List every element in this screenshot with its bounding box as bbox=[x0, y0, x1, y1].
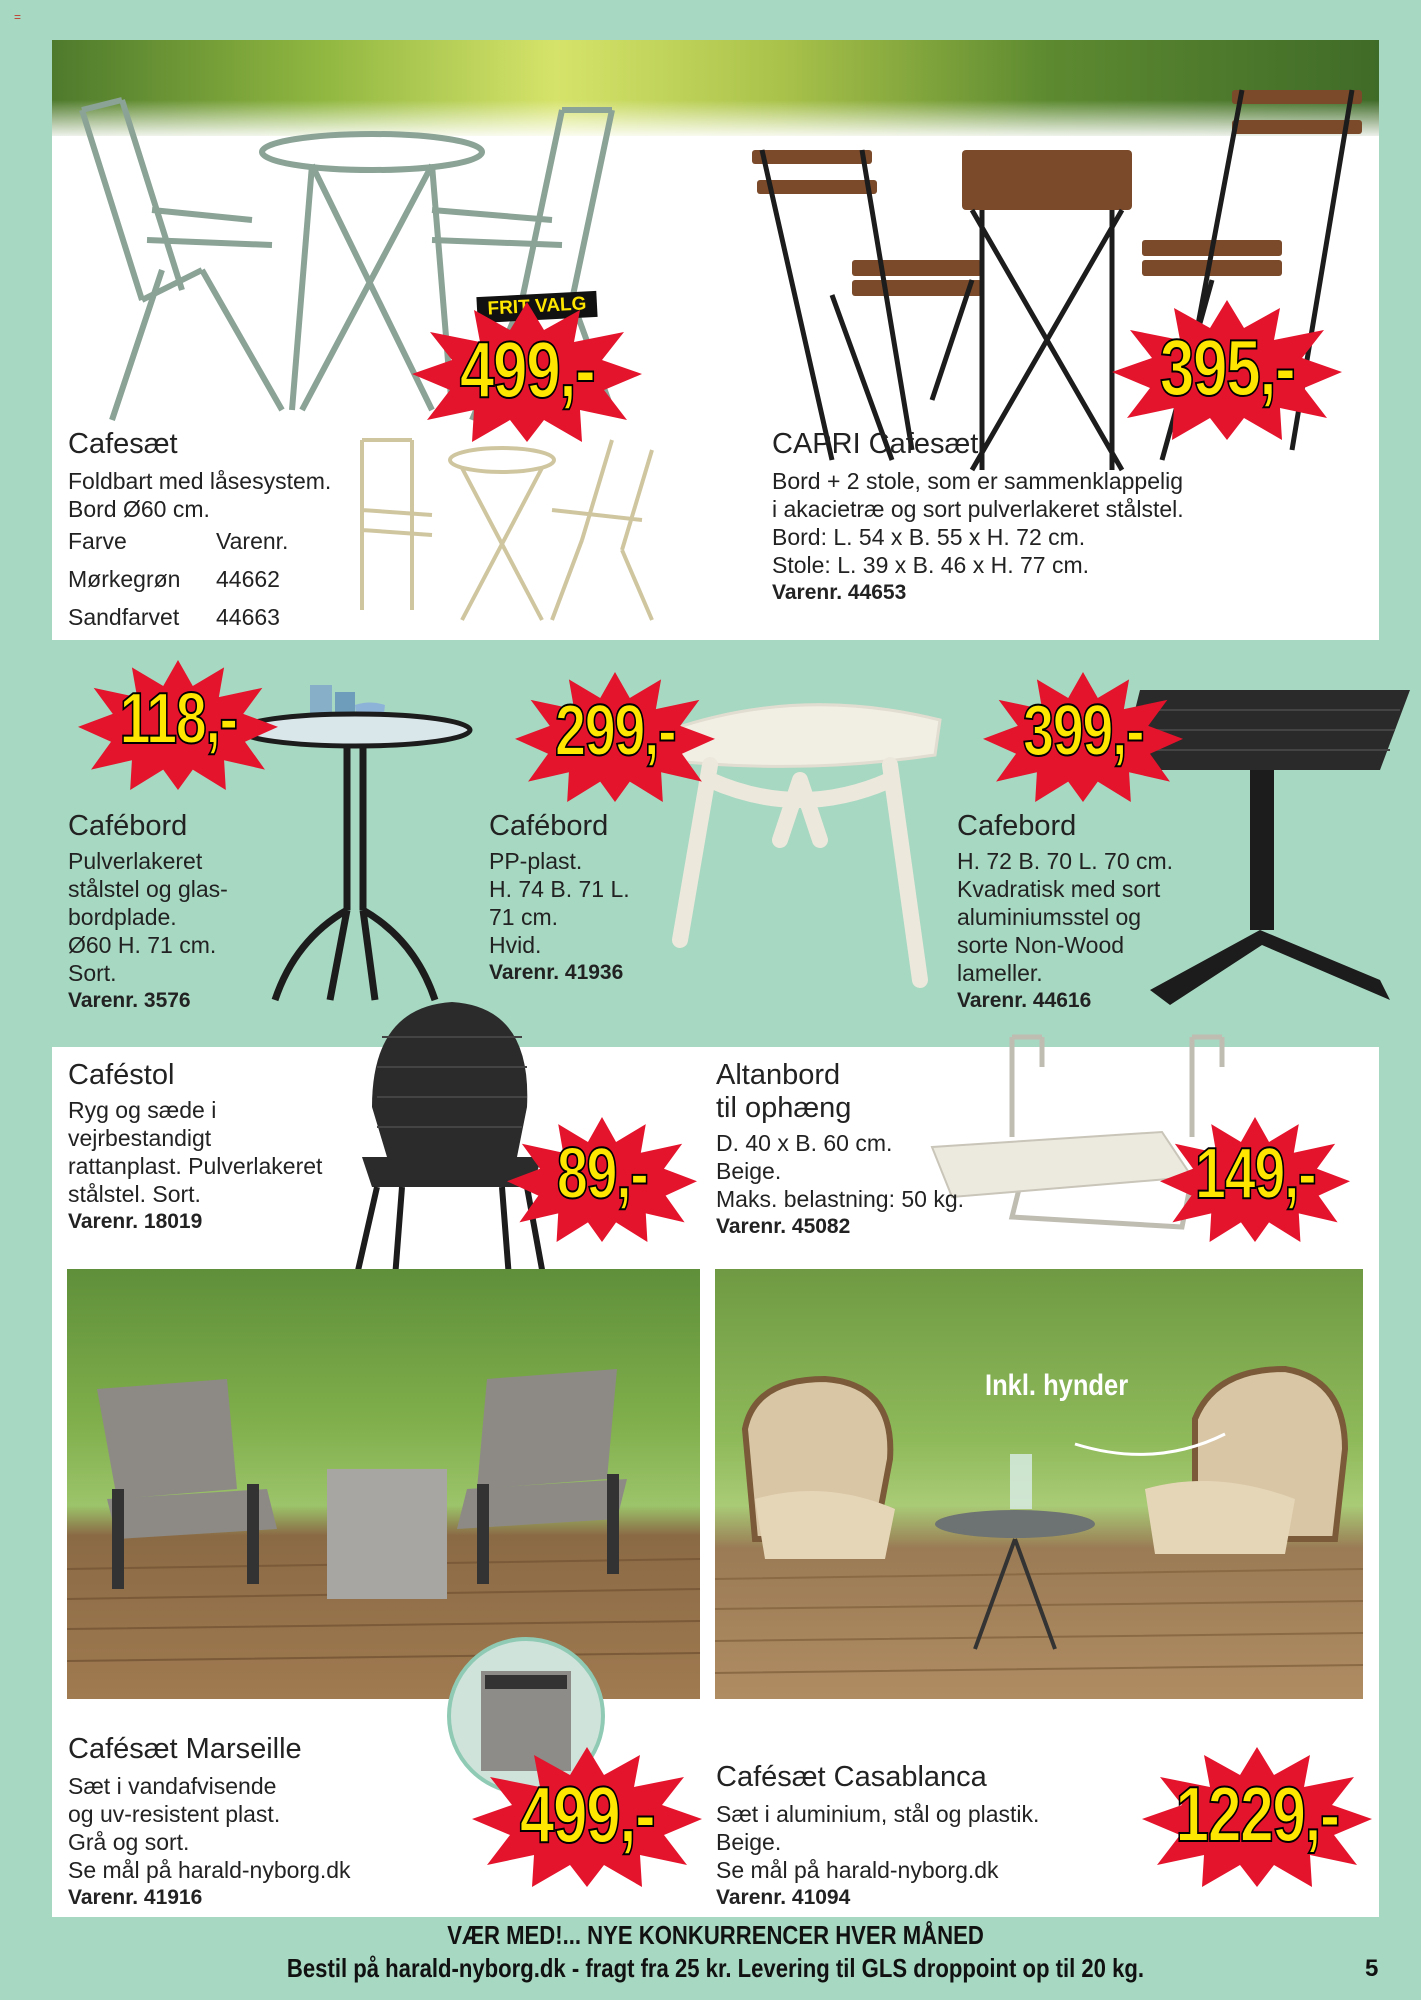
offer6-sku: Varenr. 18019 bbox=[68, 1210, 203, 1233]
frit-valg-badge: FRIT VALG bbox=[476, 291, 597, 323]
bottom-panel bbox=[52, 1047, 1379, 1917]
offer1-title: Cafesæt bbox=[68, 428, 178, 460]
offer9-line: Beige. bbox=[716, 1829, 782, 1855]
offer3-title: Cafébord bbox=[68, 810, 188, 842]
offer3-line: Ø60 H. 71 cm. bbox=[68, 932, 217, 958]
offer1-variant-sku: 44663 bbox=[216, 604, 280, 630]
price-burst-casablanca bbox=[1142, 1747, 1372, 1887]
offer8-text bbox=[68, 1733, 351, 1912]
offer3-line: Pulverlakeret bbox=[68, 848, 203, 874]
price-cafesaet: 499,- bbox=[459, 325, 595, 414]
offer1-line1: Foldbart med låsesystem. bbox=[68, 468, 332, 494]
price-capri: 395,- bbox=[1159, 323, 1295, 412]
offer5-sku: Varenr. 44616 bbox=[957, 989, 1092, 1012]
top-panel bbox=[52, 40, 1379, 640]
offer6-title: Caféstol bbox=[68, 1059, 175, 1091]
offer7-line: Maks. belastning: 50 kg. bbox=[716, 1186, 965, 1212]
offer4-line: Hvid. bbox=[489, 932, 542, 958]
offer3-line: bordplade. bbox=[68, 904, 177, 930]
offer7-sku: Varenr. 45082 bbox=[716, 1215, 851, 1238]
corner-mark: = bbox=[14, 10, 22, 24]
offer5-line: sorte Non-Wood bbox=[957, 932, 1125, 958]
offer7-line: Beige. bbox=[716, 1158, 782, 1184]
offer3-text bbox=[68, 810, 228, 1015]
price-burst-marseille bbox=[472, 1747, 702, 1887]
offer4-line: H. 74 B. 71 L. bbox=[489, 876, 630, 902]
footer-shipping-line: Bestil på harald-nyborg.dk - fragt fra 25 kr. Levering til GLS droppoint op til 20 kg. bbox=[286, 1953, 1145, 1983]
offer2-line: Stole: L. 39 x B. 46 x H. 77 cm. bbox=[772, 552, 1090, 578]
offer8-line: Grå og sort. bbox=[68, 1829, 190, 1855]
offer2-title: CAPRI Cafesæt bbox=[772, 428, 979, 460]
offer6-text bbox=[68, 1059, 322, 1236]
offer1-col-sku: Varenr. bbox=[216, 528, 289, 554]
offer7-text bbox=[716, 1059, 964, 1241]
included-cushions-callout: Inkl. hynder bbox=[985, 1369, 1129, 1402]
offer6-line: Ryg og sæde i bbox=[68, 1097, 217, 1123]
offer3-line: stålstel og glas- bbox=[68, 876, 228, 902]
offer9-text bbox=[716, 1761, 1039, 1912]
offer9-sku: Varenr. 41094 bbox=[716, 1886, 851, 1909]
offer1-text bbox=[68, 428, 331, 631]
price-burst-capri bbox=[1112, 300, 1342, 440]
offer2-text bbox=[772, 428, 1184, 607]
offer2-sku: Varenr. 44653 bbox=[772, 581, 907, 604]
offer9-line: Se mål på harald-nyborg.dk bbox=[716, 1857, 999, 1883]
offer5-line: lameller. bbox=[957, 960, 1043, 986]
offer1-variant-color: Sandfarvet bbox=[68, 604, 180, 630]
offer4-line: PP-plast. bbox=[489, 848, 583, 874]
sand-bistro-set-image bbox=[352, 420, 672, 630]
price-burst-299 bbox=[515, 672, 715, 802]
offer8-line: Se mål på harald-nyborg.dk bbox=[68, 1857, 351, 1883]
offer7-line: D. 40 x B. 60 cm. bbox=[716, 1130, 893, 1156]
price-burst-149 bbox=[1160, 1117, 1350, 1242]
offer8-line: Sæt i vandafvisende bbox=[68, 1773, 277, 1799]
price-burst-118 bbox=[78, 660, 278, 790]
offer6-line: rattanplast. Pulverlakeret bbox=[68, 1153, 323, 1179]
casablanca-photo bbox=[715, 1269, 1363, 1699]
offer5-line: Kvadratisk med sort bbox=[957, 876, 1161, 902]
offer4-line: 71 cm. bbox=[489, 904, 559, 930]
price-burst-cafesaet bbox=[412, 302, 642, 442]
page-number: 5 bbox=[1365, 1955, 1379, 1982]
price-399: 399,- bbox=[1022, 691, 1144, 771]
price-89: 89,- bbox=[556, 1134, 648, 1214]
offer1-variant-color: Mørkegrøn bbox=[68, 566, 181, 592]
offer3-sku: Varenr. 3576 bbox=[68, 989, 191, 1012]
price-149: 149,- bbox=[1194, 1134, 1316, 1214]
price-118: 118,- bbox=[119, 679, 237, 759]
offer8-sku: Varenr. 41916 bbox=[68, 1886, 203, 1909]
price-burst-399 bbox=[983, 672, 1183, 802]
offer1-variant-sku: 44662 bbox=[216, 566, 280, 592]
offer8-title: Cafésæt Marseille bbox=[68, 1733, 302, 1765]
offer7-title: Altanbord bbox=[716, 1059, 841, 1091]
offer7-subtitle: til ophæng bbox=[716, 1092, 852, 1124]
footer bbox=[52, 1920, 1379, 1984]
marseille-photo bbox=[67, 1269, 700, 1699]
offer5-line: aluminiumsstel og bbox=[957, 904, 1142, 930]
offer1-col-color: Farve bbox=[68, 528, 127, 554]
offer2-line: Bord: L. 54 x B. 55 x H. 72 cm. bbox=[772, 524, 1086, 550]
offer4-text bbox=[489, 810, 630, 987]
offer4-title: Cafébord bbox=[489, 810, 609, 842]
offer8-line: og uv-resistent plast. bbox=[68, 1801, 281, 1827]
price-299: 299,- bbox=[554, 691, 676, 771]
offer5-title: Cafebord bbox=[957, 810, 1077, 842]
price-marseille: 499,- bbox=[519, 1770, 655, 1859]
offer9-title: Cafésæt Casablanca bbox=[716, 1761, 987, 1793]
footer-contest-line: VÆR MED!... NYE KONKURRENCER HVER MÅNED bbox=[447, 1920, 984, 1950]
price-burst-89 bbox=[507, 1117, 697, 1242]
offer5-text bbox=[957, 810, 1173, 1015]
offer2-line: Bord + 2 stole, som er sammenklappelig bbox=[772, 468, 1184, 494]
offer6-line: stålstel. Sort. bbox=[68, 1181, 201, 1207]
offer3-line: Sort. bbox=[68, 960, 117, 986]
price-casablanca: 1229,- bbox=[1175, 1770, 1339, 1858]
offer6-line: vejrbestandigt bbox=[68, 1125, 212, 1151]
offer5-line: H. 72 B. 70 L. 70 cm. bbox=[957, 848, 1174, 874]
offer2-line: i akacietræ og sort pulverlakeret stålstel. bbox=[772, 496, 1184, 522]
offer9-line: Sæt i aluminium, stål og plastik. bbox=[716, 1801, 1040, 1827]
offer4-sku: Varenr. 41936 bbox=[489, 961, 624, 984]
offer1-line2: Bord Ø60 cm. bbox=[68, 496, 210, 522]
